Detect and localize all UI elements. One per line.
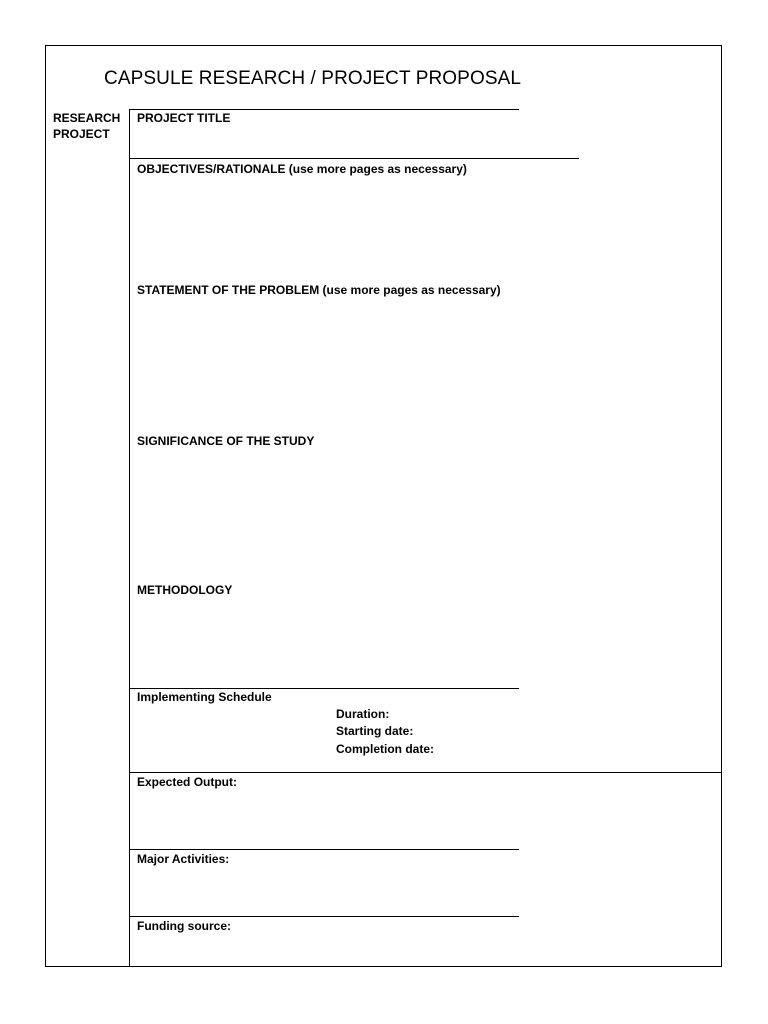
funding-source-rule: [129, 916, 519, 917]
starting-date-label: Starting date:: [336, 724, 414, 738]
document-title: CAPSULE RESEARCH / PROJECT PROPOSAL: [104, 68, 522, 89]
research-project-label: [53, 110, 120, 142]
project-title-label: PROJECT TITLE: [137, 111, 231, 125]
duration-label: Duration:: [336, 707, 390, 721]
expected-output-rule: [129, 772, 722, 773]
expected-output-label: Expected Output:: [137, 775, 238, 789]
proposal-form: [45, 45, 722, 967]
column-divider: [129, 109, 130, 967]
methodology-label: METHODOLOGY: [137, 583, 233, 597]
major-activities-label: Major Activities:: [137, 852, 230, 866]
major-activities-rule: [129, 849, 519, 850]
objectives-label: OBJECTIVES/RATIONALE (use more pages as necessary): [137, 162, 467, 176]
schedule-label: Implementing Schedule: [137, 690, 272, 704]
side-label-line-2: PROJECT: [53, 127, 110, 141]
statement-label: STATEMENT OF THE PROBLEM (use more pages as necessary): [137, 283, 501, 297]
side-label-line-1: RESEARCH: [53, 111, 121, 125]
objectives-rule: [129, 158, 579, 159]
funding-source-label: Funding source:: [137, 919, 231, 933]
significance-label: SIGNIFICANCE OF THE STUDY: [137, 434, 315, 448]
completion-date-label: Completion date:: [336, 742, 434, 756]
